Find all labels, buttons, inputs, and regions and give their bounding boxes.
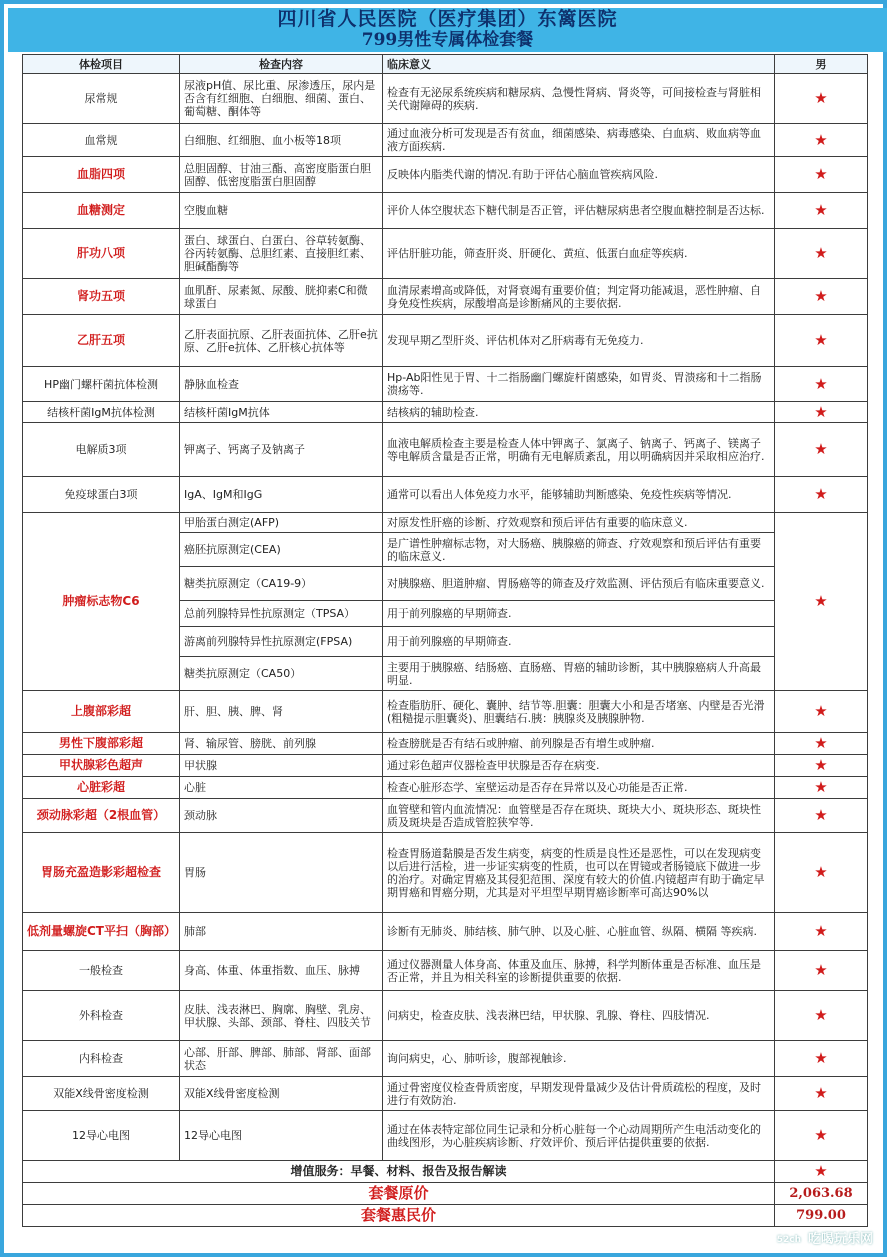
row-content: 静脉血检查 <box>180 367 383 402</box>
discount-price-row <box>23 1205 868 1227</box>
row-content: 乙肝表面抗原、乙肝表面抗体、乙肝e抗原、乙肝e抗体、乙肝核心抗体等 <box>180 315 383 367</box>
star-icon: ★ <box>775 1111 868 1161</box>
col-header-gender: 男 <box>775 55 868 74</box>
table-row <box>23 1041 868 1077</box>
row-content: 糖类抗原测定（CA19-9） <box>180 567 383 601</box>
row-item: 血脂四项 <box>23 157 180 193</box>
row-content: 双能X线骨密度检测 <box>180 1077 383 1111</box>
row-content: 肾、输尿管、膀胱、前列腺 <box>180 733 383 755</box>
table-row <box>23 1111 868 1161</box>
row-significance: 结核病的辅助检查. <box>383 402 775 423</box>
table-row <box>23 799 868 833</box>
row-item: 一般检查 <box>23 951 180 991</box>
value-service-text: 增值服务：早餐、材料、报告及报告解读 <box>23 1161 775 1183</box>
row-item: 电解质3项 <box>23 423 180 477</box>
star-icon: ★ <box>775 755 868 777</box>
row-significance: 通常可以看出人体免疫力水平，能够辅助判断感染、免疫性疾病等情况. <box>383 477 775 513</box>
row-significance: 评价人体空腹状态下糖代制是否正管，评估糖尿病患者空腹血糖控制是否达标. <box>383 193 775 229</box>
discount-price-label: 套餐惠民价 <box>23 1205 775 1227</box>
row-content: 颈动脉 <box>180 799 383 833</box>
row-content: 肺部 <box>180 913 383 951</box>
row-content: 空腹血糖 <box>180 193 383 229</box>
row-item: 血糖测定 <box>23 193 180 229</box>
row-significance: 诊断有无肺炎、肺结核、肺气肿、以及心脏、心脏血管、纵隔、横隔 等疾病. <box>383 913 775 951</box>
row-significance: 检查脂肪肝、硬化、囊肿、结节等.胆囊：胆囊大小和是否堵塞、内壁是否光滑(粗糙提示胆囊炎)、胆囊结石.胰：胰腺炎及胰腺肿物. <box>383 691 775 733</box>
row-significance: 对胰腺癌、胆道肿瘤、胃肠癌等的筛查及疗效监测、评估预后有临床重要意义. <box>383 567 775 601</box>
row-significance: 通过彩色超声仪器检查甲状腺是否存在病变. <box>383 755 775 777</box>
star-icon: ★ <box>775 124 868 157</box>
row-item: 免疫球蛋白3项 <box>23 477 180 513</box>
table-row <box>23 229 868 279</box>
row-content: 蛋白、球蛋白、白蛋白、谷草转氨酶、谷丙转氨酶、总胆红素、直接胆红素、胆碱酯酶等 <box>180 229 383 279</box>
table-row <box>23 833 868 913</box>
row-content: 糖类抗原测定（CA50） <box>180 657 383 691</box>
table-row <box>23 691 868 733</box>
row-item: 12导心电图 <box>23 1111 180 1161</box>
row-significance: 评估肝脏功能，筛查肝炎、肝硬化、黄疸、低蛋白血症等疾病. <box>383 229 775 279</box>
star-icon: ★ <box>775 799 868 833</box>
row-item: 双能X线骨密度检测 <box>23 1077 180 1111</box>
row-content: 白细胞、红细胞、血小板等18项 <box>180 124 383 157</box>
original-price-value: 2,063.68 <box>775 1183 868 1205</box>
row-significance: 检查膀胱是否有结石或肿瘤、前列腺是否有增生或肿瘤. <box>383 733 775 755</box>
star-icon: ★ <box>775 423 868 477</box>
table-row <box>23 367 868 402</box>
row-content: 钾离子、钙离子及钠离子 <box>180 423 383 477</box>
table-row <box>23 157 868 193</box>
star-icon: ★ <box>775 691 868 733</box>
row-significance: 通过骨密度仪检查骨质密度，早期发现骨量减少及估计骨质疏松的程度，及时进行有效防治. <box>383 1077 775 1111</box>
row-content: 结核杆菌IgM抗体 <box>180 402 383 423</box>
row-content: 心部、肝部、脾部、肺部、肾部、面部状态 <box>180 1041 383 1077</box>
row-significance: 发现早期乙型肝炎、评估机体对乙肝病毒有无免疫力. <box>383 315 775 367</box>
table-row <box>23 913 868 951</box>
original-price-row <box>23 1183 868 1205</box>
row-content: 皮肤、浅表淋巴、胸廓、胸壁、乳房、甲状腺、头部、颈部、脊柱、四肢关节 <box>180 991 383 1041</box>
star-icon: ★ <box>775 991 868 1041</box>
row-item: 结核杆菌IgM抗体检测 <box>23 402 180 423</box>
hospital-title: 四川省人民医院（医疗集团）东篱医院 <box>277 8 618 30</box>
table-row <box>23 777 868 799</box>
discount-price-value: 799.00 <box>775 1205 868 1227</box>
table-header-row <box>23 55 868 74</box>
row-item: 乙肝五项 <box>23 315 180 367</box>
row-content: 肝、胆、胰、脾、肾 <box>180 691 383 733</box>
table-row <box>23 423 868 477</box>
row-significance: 通过血液分析可发现是否有贫血，细菌感染、病毒感染、白血病、败血病等血液方面疾病. <box>383 124 775 157</box>
star-icon: ★ <box>775 513 868 691</box>
row-item: 血常规 <box>23 124 180 157</box>
row-item: HP幽门螺杆菌抗体检测 <box>23 367 180 402</box>
row-item: 低剂量螺旋CT平扫（胸部） <box>23 913 180 951</box>
row-significance: 问病史，检查皮肤、浅表淋巴结，甲状腺、乳腺、脊柱、四肢情况. <box>383 991 775 1041</box>
star-icon: ★ <box>775 74 868 124</box>
star-icon: ★ <box>775 1041 868 1077</box>
row-content: 甲胎蛋白测定(AFP) <box>180 513 383 533</box>
row-content: 胃肠 <box>180 833 383 913</box>
star-icon: ★ <box>775 951 868 991</box>
row-content: 尿液pH值、尿比重、尿渗透压，尿内是否含有红细胞、白细胞、细菌、蛋白、葡萄糖、酮体等 <box>180 74 383 124</box>
row-significance: 通过在体表特定部位同生记录和分析心脏每一个心动周期所产生电活动变化的曲线图形，为心脏疾病诊断、疗效评价、预后评估提供重要的依据. <box>383 1111 775 1161</box>
row-significance: Hp-Ab阳性见于胃、十二指肠幽门螺旋杆菌感染，如胃炎、胃溃疡和十二指肠溃疡等. <box>383 367 775 402</box>
star-icon: ★ <box>775 777 868 799</box>
star-icon: ★ <box>775 477 868 513</box>
star-icon: ★ <box>775 315 868 367</box>
col-header-item: 体检项目 <box>23 55 180 74</box>
row-significance: 血清尿素增高或降低，对肾衰竭有重要价值；判定肾功能减退，恶性肿瘤、自身免疫性疾病，尿酸增高是诊断痛风的主要依据. <box>383 279 775 315</box>
row-significance: 检查有无泌尿系统疾病和糖尿病、急慢性肾病、肾炎等，可间接检查与肾脏相关代谢障碍的疾病. <box>383 74 775 124</box>
star-icon: ★ <box>775 733 868 755</box>
row-item: 肝功八项 <box>23 229 180 279</box>
row-content: 身高、体重、体重指数、血压、脉搏 <box>180 951 383 991</box>
row-content: 心脏 <box>180 777 383 799</box>
row-item: 内科检查 <box>23 1041 180 1077</box>
table-row <box>23 279 868 315</box>
col-header-significance: 临床意义 <box>383 55 775 74</box>
row-content: 甲状腺 <box>180 755 383 777</box>
star-icon: ★ <box>775 367 868 402</box>
star-icon: ★ <box>775 1077 868 1111</box>
row-content: 游离前列腺特异性抗原测定(FPSA) <box>180 627 383 657</box>
header-banner <box>8 8 887 52</box>
row-content: 12导心电图 <box>180 1111 383 1161</box>
row-significance: 询问病史，心、肺听诊，腹部视触诊. <box>383 1041 775 1077</box>
row-item: 颈动脉彩超（2根血管） <box>23 799 180 833</box>
row-item: 尿常规 <box>23 74 180 124</box>
row-significance: 对原发性肝癌的诊断、疗效观察和预后评估有重要的临床意义. <box>383 513 775 533</box>
table-row <box>23 402 868 423</box>
exam-table <box>22 54 868 1227</box>
watermark-badge: 52ch <box>773 1234 805 1246</box>
row-significance: 反映体内脂类代谢的情况.有助于评估心脑血管疾病风险. <box>383 157 775 193</box>
row-item: 肿瘤标志物C6 <box>23 513 180 691</box>
table-row <box>23 315 868 367</box>
star-icon: ★ <box>775 833 868 913</box>
star-icon: ★ <box>775 229 868 279</box>
row-content: 总前列腺特异性抗原测定（TPSA） <box>180 601 383 627</box>
row-item: 甲状腺彩色超声 <box>23 755 180 777</box>
table-row <box>23 755 868 777</box>
table-row <box>23 733 868 755</box>
table-row <box>23 74 868 124</box>
row-item: 外科检查 <box>23 991 180 1041</box>
col-header-content: 检查内容 <box>180 55 383 74</box>
row-significance: 用于前列腺癌的早期筛查. <box>383 627 775 657</box>
row-item: 心脏彩超 <box>23 777 180 799</box>
row-item: 肾功五项 <box>23 279 180 315</box>
row-significance: 检查心脏形态学、室壁运动是否存在异常以及心功能是否正常. <box>383 777 775 799</box>
row-item: 男性下腹部彩超 <box>23 733 180 755</box>
row-significance: 是广谱性肿瘤标志物，对大肠癌、胰腺癌的筛查、疗效观察和预后评估有重要的临床意义. <box>383 533 775 567</box>
star-icon: ★ <box>775 279 868 315</box>
star-icon: ★ <box>775 157 868 193</box>
row-significance: 用于前列腺癌的早期筛查. <box>383 601 775 627</box>
package-title: 799男性专属体检套餐 <box>361 30 534 50</box>
row-content: 总胆固醇、甘油三酯、高密度脂蛋白胆固醇、低密度脂蛋白胆固醇 <box>180 157 383 193</box>
row-content: 癌胚抗原测定(CEA) <box>180 533 383 567</box>
star-icon: ★ <box>775 402 868 423</box>
value-service-row <box>23 1161 868 1183</box>
row-significance: 检查胃肠道黏膜是否发生病变，病变的性质是良性还是恶性，可以在发现病变以后进行活检，进一步证实病变的性质，也可以在胃镜或者肠镜底下做进一步的治疗。对确定胃癌及其侵犯范围、深度有较大的价值.内镜超声有助于确定早期胃癌和胃癌分期，尤其是对平坦型早期胃癌诊断率可高达90%以 <box>383 833 775 913</box>
row-significance: 血液电解质检查主要是检查人体中钾离子、氯离子、钠离子、钙离子、镁离子等电解质含量是否正常，明确有无电解质紊乱，用以明确病因并采取相应治疗. <box>383 423 775 477</box>
table-row <box>23 951 868 991</box>
site-watermark <box>773 1228 873 1247</box>
row-content: IgA、IgM和IgG <box>180 477 383 513</box>
star-icon: ★ <box>775 913 868 951</box>
table-row <box>23 513 868 533</box>
table-row <box>23 991 868 1041</box>
table-row <box>23 1077 868 1111</box>
row-significance: 主要用于胰腺癌、结肠癌、直肠癌、胃癌的辅助诊断，其中胰腺癌病人升高最明显. <box>383 657 775 691</box>
table-row <box>23 477 868 513</box>
row-item: 胃肠充盈造影彩超检查 <box>23 833 180 913</box>
row-significance: 血管壁和管内血流情况：血管壁是否存在斑块、斑块大小、斑块形态、斑块性质及斑块是否造成管腔狭窄等. <box>383 799 775 833</box>
row-item: 上腹部彩超 <box>23 691 180 733</box>
table-row <box>23 124 868 157</box>
table-row <box>23 193 868 229</box>
row-significance: 通过仪器测量人体身高、体重及血压、脉搏，科学判断体重是否标准、血压是否正常，并且为相关科室的诊断提供重要的依据. <box>383 951 775 991</box>
original-price-label: 套餐原价 <box>23 1183 775 1205</box>
star-icon: ★ <box>775 193 868 229</box>
star-icon: ★ <box>775 1161 868 1183</box>
watermark-text: 吃喝玩乐网 <box>807 1232 873 1247</box>
row-content: 血肌酐、尿素氮、尿酸、胱抑素C和微球蛋白 <box>180 279 383 315</box>
